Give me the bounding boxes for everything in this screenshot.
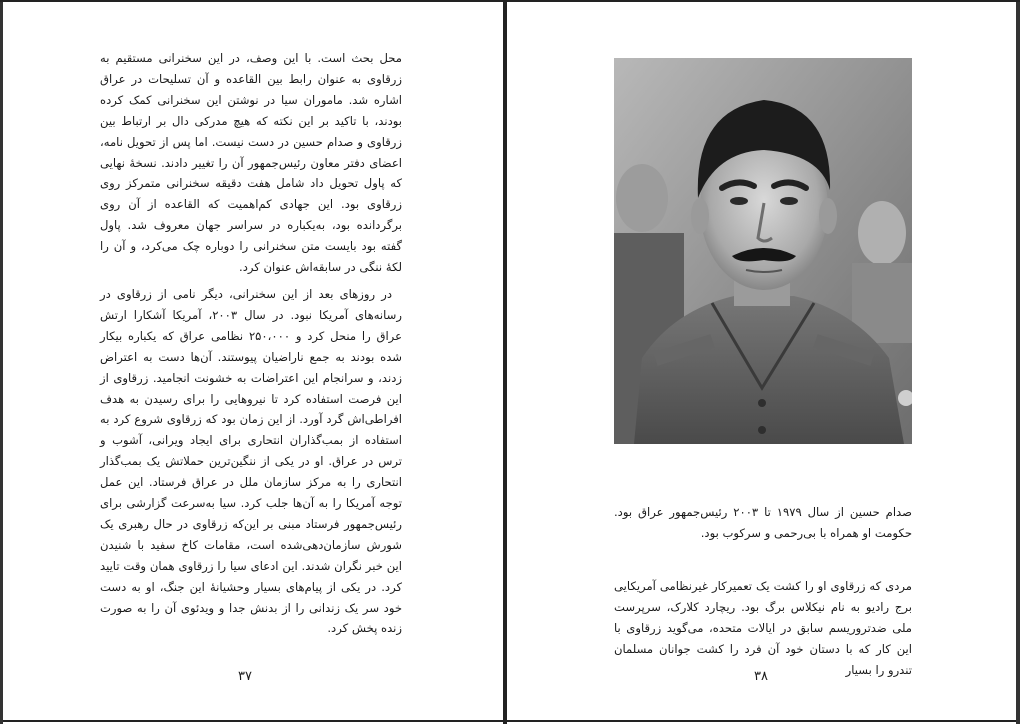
left-page — [4, 2, 502, 724]
left-page-body — [100, 48, 402, 639]
portrait-photo — [614, 58, 912, 444]
paragraph-2: در روزهای بعد از این سخنرانی، دیگر نامی از زرقاوی در رسانه‌های آمریکا نبود. در سال ۲۰۰۳، آمریکا آشکارا ارتش عراق را منحل کرد و ۲۵۰،۰۰۰ نظامی عراق که یکباره بیکار شده بودند به جمع ناراضیان پیوستند. آن‌ها دست به اعتراض زدند، و سرانجام این اعتراضات به خشونت انجامید. زرقاوی از این فرصت استفاده کرد تا نیروهایی را برای رسیدن به هدف افراطی‌اش گرد آورد. از این زمان بود که زرقاوی شروع کرد به استفاده از بمب‌گذاران انتحاری برای ایجاد ویرانی، آشوب و ترس در عراق. او در یکی از ننگین‌ترین حملاتش یک بمب‌گذار انتحاری را به مرکز سازمان ملل در عراق فرستاد. این عمل توجه آمریکا را به آن‌ها جلب کرد. سیا به‌سرعت گزارشی برای رئیس‌جمهور فرستاد مبنی بر این‌که زرقاوی در حال رهبری یک شورش سازمان‌دهی‌شده است، مقامات کاخ سفید با شنیدن این خبر نگران شدند. این ادعای سیا را زرقاوی همان وقت تایید کرد. در یکی از پیام‌های بسیار وحشیانهٔ این جنگ، او به دست خود سر یک زندانی را از بدنش جدا و ویدئوی آن را به صورت زنده پخش کرد. — [100, 286, 402, 636]
photo-caption: صدام حسین از سال ۱۹۷۹ تا ۲۰۰۳ رئیس‌جمهور عراق بود. حکومت او همراه با بی‌رحمی و سرکوب بود. — [614, 505, 912, 540]
book-gutter — [503, 2, 507, 724]
left-page-edge — [0, 2, 3, 724]
right-page-edge — [1016, 2, 1020, 724]
page-number-right: ۳۸ — [754, 669, 768, 684]
paragraph-1: محل بحث است. با این وصف، در این سخنرانی مستقیم به زرقاوی به عنوان رابط بین القاعده و آن تسلیحات در عراق اشاره شد. ماموران سیا در نوشتن این سخنرانی کمک کرده بودند، با تاکید بر این نکته که هیچ مدرکی دال بر ارتباط بین زرقاوی و صدام حسین در دست نیست. اما پس از تحویل نامه، اعضای دفتر معاون رئیس‌جمهور آن را تغییر دادند. نسخهٔ نهایی که پاول تحویل داد شامل هفت دقیقه سخنرانی متمرکز روی زرقاوی بود. این جهادی کم‌اهمیت که القاعده از آن روی برگردانده بود، به‌یکباره در سراسر جهان معروف شد. پاول گفته بود بایست متن سخنرانی را دوباره چک می‌کرد، و آن را لکهٔ ننگی در سابقه‌اش عنوان کرد. — [100, 51, 402, 275]
right-page — [508, 2, 1016, 724]
right-page-body: مردی که زرقاوی او را کشت یک تعمیرکار غیرنظامی آمریکایی برج رادیو به نام نیکلاس برگ بود. ریچارد کلارک، سرپرست ملی ضدتروریسم سابق در ایالات متحده، می‌گوید زرقاوی با این کار که با دستان خود آن فرد را کشت جوانان مسلمان تندرو را بسیار — [614, 579, 912, 677]
page-number-left: ۳۷ — [238, 669, 252, 684]
